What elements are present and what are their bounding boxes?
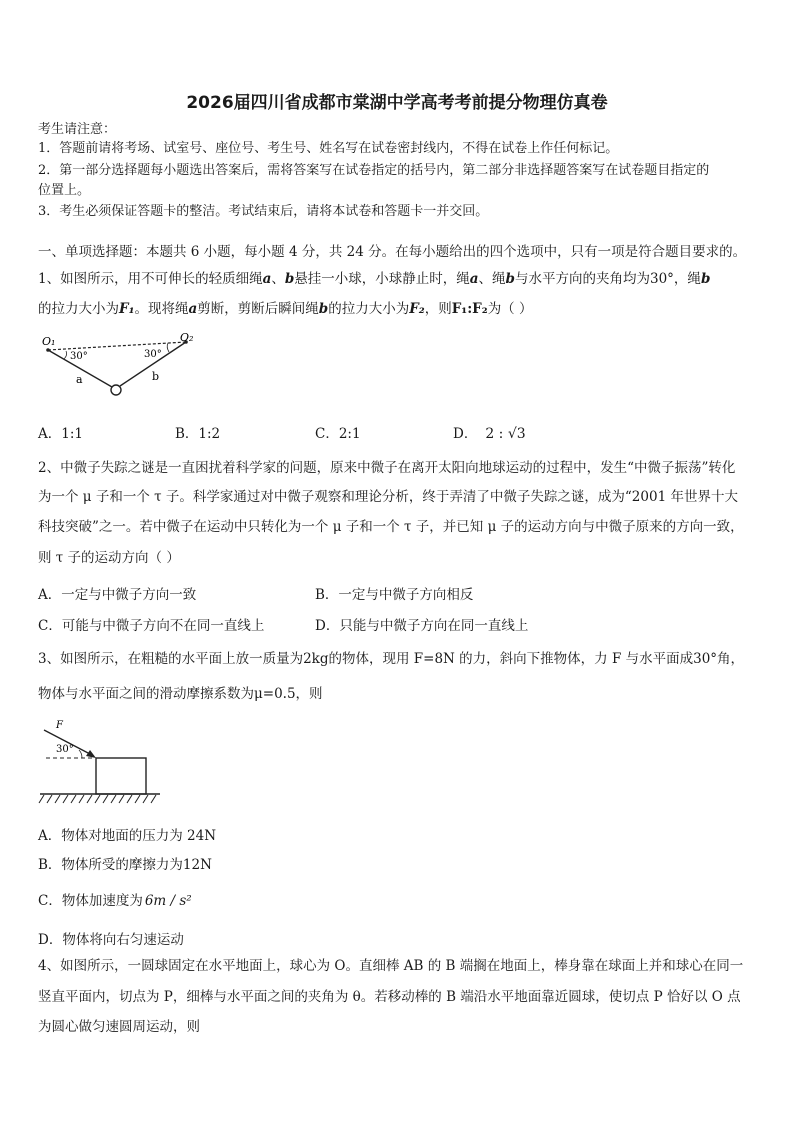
ratio-symbol: F₁:F₂ [451,301,488,317]
q2-option-a: A．一定与中微子方向一致 [38,587,197,603]
q1-text: 。现将绳 [134,301,189,317]
rope-b-label: b [284,271,295,287]
angle-arc-2 [167,343,169,352]
q1-option-c: C．2:1 [315,426,361,442]
q1-line-1 [38,270,710,288]
pivot-o1 [46,348,50,352]
q3-line-2: 物体与水平面之间的滑动摩擦系数为μ=0.5，则 [38,686,323,702]
q3-line-1: 3、如图所示，在粗糙的水平面上放一质量为2kg的物体，现用 F=8N 的力，斜向下推物体，力 F 与水平面成30°角， [38,651,745,667]
label-o1: O₁ [42,335,56,348]
q1-figure [36,332,206,400]
q1-text: 的拉力大小为 [328,301,410,317]
q1-option-b: B．1:2 [175,426,221,442]
force-label: F [56,720,63,731]
q1-option-d [453,422,526,442]
label-angle-2: 30° [144,349,162,360]
f1-symbol: F₁ [119,301,135,317]
q4-line-1: 4、如图所示，一圆球固定在水平地面上，球心为 O。直细棒 AB 的 B 端搁在地面上，棒身靠在球面上并和球心在同一 [38,958,744,974]
notice-item-2: 2．第一部分选择题每小题选出答案后，需将答案写在试卷指定的括号内，第二部分非选择题答案写在试卷题目指定的 [38,163,710,178]
q2-line-2: 为一个 μ 子和一个 τ 子。科学家通过对中微子观察和理论分析，终于弄清了中微子失踪之谜，成为“2001 年世界十大 [38,489,738,505]
q1-text: 与水平方向的夹角均为30°，绳 [515,271,701,287]
label-o2: O₂ [180,332,194,344]
q2-option-c: C．可能与中微子方向不在同一直线上 [38,618,265,634]
q3-figure [38,716,163,808]
label-a: a [76,373,83,386]
q3-option-b: B．物体所受的摩擦力为12N [38,857,212,873]
notice-item-2-cont: 位置上。 [38,183,91,198]
section-heading: 一、单项选择题：本题共 6 小题，每小题 4 分，共 24 分。在每小题给出的四个选项中，只有一项是符合题目要求的。 [38,244,747,260]
notice-heading: 考生请注意： [38,122,117,137]
notice-item-1: 1．答题前请将考场、试室号、座位号、考生号、姓名写在试卷密封线内，不得在试卷上作任何标记。 [38,141,619,156]
label-angle-1: 30° [70,351,88,362]
rope-b-label: b [318,301,329,317]
q1-text: 为（ ） [487,301,533,317]
q2-option-b: B．一定与中微子方向相反 [315,587,474,603]
rope-b-label: b [700,271,711,287]
angle-arc-1 [64,351,67,359]
angle-label: 30° [56,744,74,755]
q1-option-a: A．1:1 [38,426,83,442]
label-b: b [152,370,160,383]
q1-text: 1、如图所示，用不可伸长的轻质细绳 [38,271,263,287]
q3-option-c [38,889,192,909]
rope-b-label: b [505,271,515,287]
rope-a-label: a [469,271,479,287]
notice-item-3: 3．考生必须保证答题卡的整洁。考试结束后，请将本试卷和答题卡一并交回。 [38,204,489,219]
q2-line-4: 则 τ 子的运动方向（ ） [38,550,180,566]
q3-option-d: D．物体将向右匀速运动 [38,932,184,948]
q3-option-c-math: 6m / s² [144,893,192,909]
q1-option-d-math: 2 : √3 [485,426,526,442]
q1-text: 剪断，剪断后瞬间绳 [197,301,319,317]
ball [111,385,121,395]
ground-hatching [39,795,156,803]
q2-line-1: 2、中微子失踪之谜是一直困扰着科学家的问题，原来中微子在离开太阳向地球运动的过程中，发生“中微子振荡”转化 [38,460,736,476]
q4-line-2: 竖直平面内，切点为 P，细棒与水平面之间的夹角为 θ。若移动棒的 B 端沿水平地面靠近圆球，使切点 P 恰好以 O 点 [38,989,741,1005]
q3-option-c-label: C．物体加速度为 [38,893,143,909]
q1-text: 、 [271,271,285,287]
q4-line-3: 为圆心做匀速圆周运动，则 [38,1019,200,1035]
angle-arc [79,750,82,758]
rope-a-label: a [188,301,198,317]
q1-line-2 [38,300,532,318]
q3-option-a: A．物体对地面的压力为 24N [38,828,217,844]
q1-text: 悬挂一小球，小球静止时，绳 [294,271,470,287]
q1-text: 的拉力大小为 [38,301,119,317]
q2-option-d: D．只能与中微子方向在同一直线上 [315,618,529,634]
q2-line-3: 科技突破”之一。若中微子在运动中只转化为一个 μ 子和一个 τ 子，并已知 μ 子的运动方向与中微子原来的方向一致， [38,519,744,535]
force-arrowhead [86,750,96,758]
f2-symbol: F₂ [409,301,425,317]
block [96,758,146,794]
rope-a-label: a [262,271,272,287]
exam-title: 2026届四川省成都市棠湖中学高考考前提分物理仿真卷 [186,93,608,113]
dashed-horizontal [48,342,186,350]
q1-text: ，则 [424,301,452,317]
q1-option-d-label: D． [453,426,478,442]
q1-text: 、绳 [478,271,506,287]
